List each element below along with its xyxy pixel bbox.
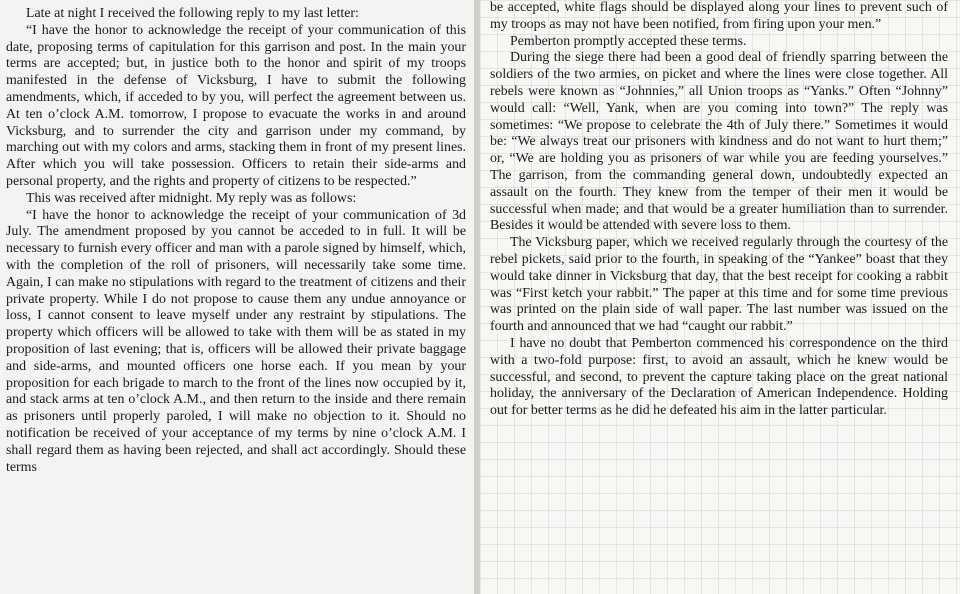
left-paragraph-2: “I have the honor to acknowledge the receipt of your communication of this date, proposing terms of capitulation for this garrison and post. In the main your terms are accepted; but, in justice both to the honor and spirit of my troops manifested in the defense of Vicksburg, I have to submit the following amendments, which, if acceded to by you, will perfect the agreement between us. At ten o’clock A.M. tomorrow, I propose to evacuate the works in and around Vicksburg, and to surrender the city and garrison under my command, by marching out with my colors and arms, stacking them in front of my present lines. After which you will take possession. Officers to retain their side-arms and personal property, and the rights and property of citizens to be respected.”	[6, 22, 466, 189]
right-paragraph-2: During the siege there had been a good deal of friendly sparring between the soldiers of the two armies, on picket and where the lines were close together. All rebels were known as “Johnnies,” all Union troops as “Yanks.” Often “Johnny” would call: “Well, Yank, when are you coming into town?” The reply was sometimes: “We propose to celebrate the 4th of July there.” Sometimes it would be: “We always treat our prisoners with kindness and do not want to hurt them;” or, “We are holding you as prisoners of war while you are feeding yourselves.” The garrison, from the commanding general down, undoubtedly expected an assault on the fourth. They knew from the temper of their men it would be successful when made; and that would be a greater humiliation than to surrender. Besides it would be attended with severe loss to them.	[490, 50, 948, 234]
left-paragraph-4: “I have the honor to acknowledge the receipt of your communication of 3d July. The amendment proposed by you cannot be acceded to in full. It will be necessary to furnish every officer and man with a parole signed by himself, which, with the completion of the roll of prisoners, will necessarily take some time. Again, I can make no stipulations with regard to the treatment of citizens and their private property. While I do not propose to cause them any undue annoyance or loss, I cannot consent to leave myself under any restraint by stipulations. The property which officers will be allowed to take with them will be as stated in my proposition of last evening; that is, officers will be allowed their private baggage and side-arms, and mounted officers one horse each. If you mean by your proposition for each brigade to march to the front of the lines now occupied by it, and stack arms at ten o’clock A.M., and then return to the inside and there remain as prisoners until properly paroled, I will make no objection to it. Should no notification be received of your acceptance of my terms by nine o’clock A.M. I shall regard them as having been rejected, and shall act accordingly. Should these terms	[6, 207, 466, 475]
right-paragraph-1: Pemberton promptly accepted these terms.	[510, 33, 747, 49]
left-paragraph-3: This was received after midnight. My reply was as follows:	[26, 190, 357, 206]
right-paragraph-4: I have no doubt that Pemberton commenced his correspondence on the third with a two-fold purpose: first, to avoid an assault, which he knew would be successful, and second, to prevent the capture taking place on the great national holiday, the anniversary of the Declaration of American Independence. Holding out for better terms as he did he defeated his aim in the latter particular.	[490, 335, 948, 419]
left-paragraph-1: Late at night I received the following reply to my last letter:	[26, 6, 359, 21]
right-continuation-text: be accepted, white flags should be displayed along your lines to prevent such of my troops as may not have been notified, from firing upon your men.”	[490, 0, 948, 32]
left-column	[0, 0, 474, 594]
right-column	[480, 0, 960, 594]
right-paragraph-3: The Vicksburg paper, which we received regularly through the courtesy of the rebel pickets, said prior to the fourth, in speaking of the “Yankee” boast that they would take dinner in Vicksburg that day, that the best receipt for cooking a rabbit was “First ketch your rabbit.” The paper at this time and for some time previous was printed on the plain side of wall paper. The last number was issued on the fourth and announced that we had “caught our rabbit.”	[490, 235, 948, 335]
